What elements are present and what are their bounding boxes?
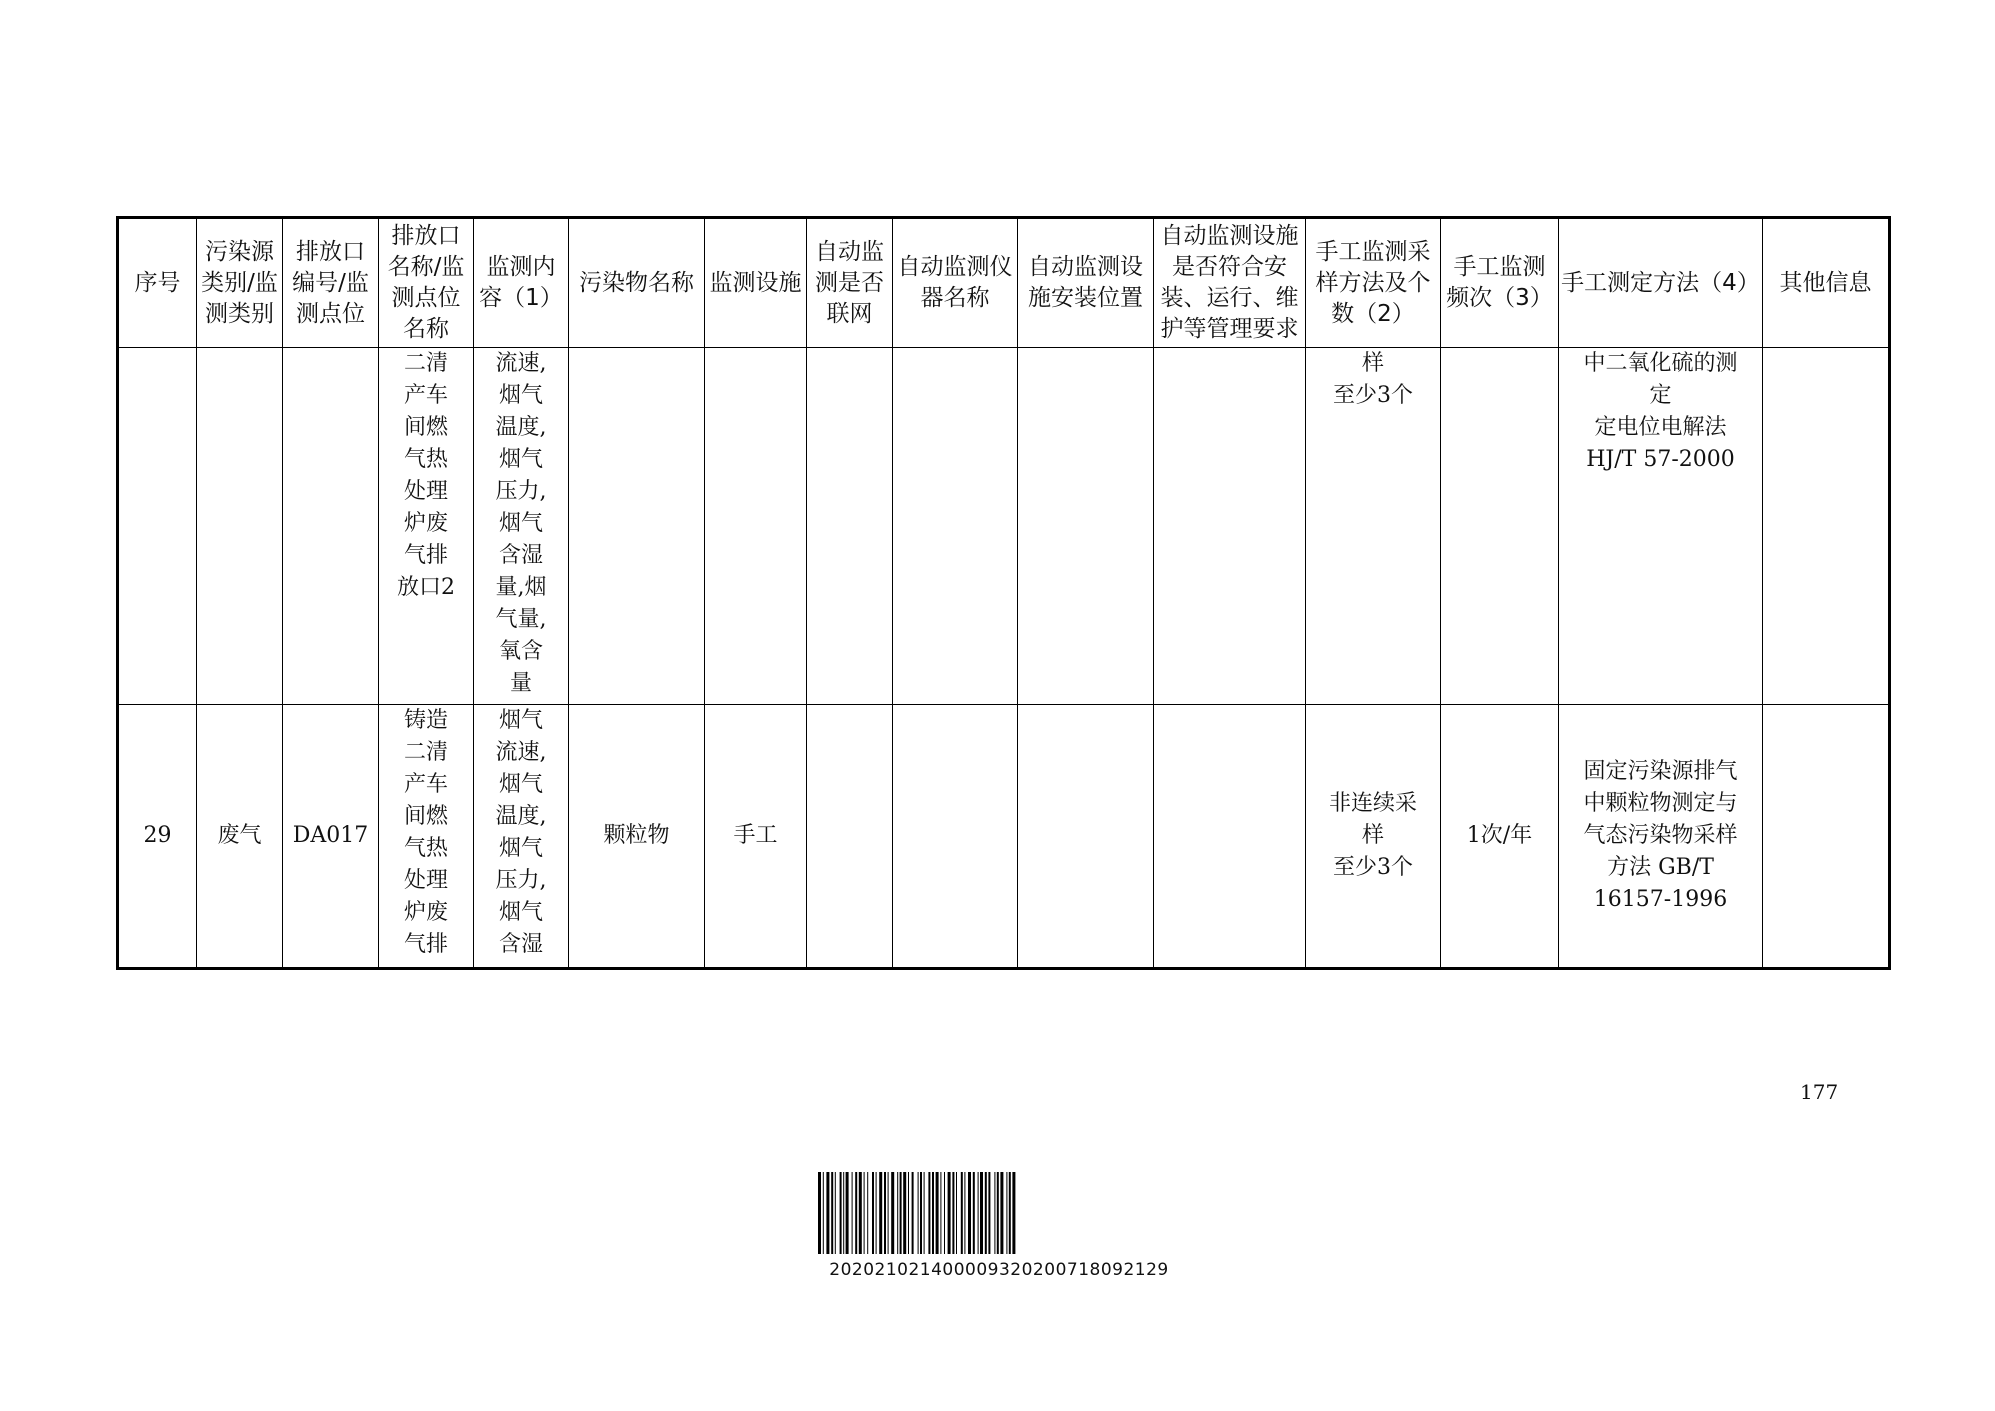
table-cell: 手工 (705, 705, 807, 969)
header-cell: 自动监测仪器名称 (893, 218, 1018, 348)
header-cell: 手工测定方法（4） (1559, 218, 1763, 348)
table-cell: 二清 产车 间燃 气热 处理 炉废 气排 放口2 (379, 348, 474, 705)
table-cell (1018, 705, 1154, 969)
table-cell: 29 (118, 705, 197, 969)
table-row (118, 705, 1890, 969)
barcode-image (818, 1172, 1180, 1254)
header-cell: 其他信息 (1763, 218, 1890, 348)
table-cell: 固定污染源排气 中颗粒物测定与 气态污染物采样 方法 GB/T 16157-1996 (1559, 705, 1763, 969)
table-cell: 非连续采 样 至少3个 (1306, 705, 1441, 969)
table-cell: 中二氧化硫的测 定 定电位电解法 HJ/T 57-2000 (1559, 348, 1763, 705)
table-cell (1763, 348, 1890, 705)
table-cell (1154, 705, 1306, 969)
page-number: 177 (1800, 1080, 1839, 1104)
header-cell: 自动监测是否联网 (807, 218, 893, 348)
header-cell: 污染物名称 (569, 218, 705, 348)
table-cell (1763, 705, 1890, 969)
header-cell: 自动监测设施是否符合安装、运行、维护等管理要求 (1154, 218, 1306, 348)
table-cell (893, 705, 1018, 969)
table-cell: DA017 (283, 705, 379, 969)
table-cell (1154, 348, 1306, 705)
table-cell (705, 348, 807, 705)
table-cell (1441, 348, 1559, 705)
header-cell: 自动监测设施安装位置 (1018, 218, 1154, 348)
table-cell: 1次/年 (1441, 705, 1559, 969)
table-cell (1018, 348, 1154, 705)
table-cell: 铸造 二清 产车 间燃 气热 处理 炉废 气排 (379, 705, 474, 969)
table-cell (893, 348, 1018, 705)
table-cell: 流速, 烟气 温度, 烟气 压力, 烟气 含湿 量,烟 气量, 氧含 量 (474, 348, 569, 705)
barcode-number: 20202102140000932020071809212​9 (829, 1260, 1169, 1280)
table-cell: 样 至少3个 (1306, 348, 1441, 705)
header-cell: 排放口编号/监测点位 (283, 218, 379, 348)
table-cell (283, 348, 379, 705)
table-cell (807, 348, 893, 705)
table-cell (569, 348, 705, 705)
table-cell: 废气 (197, 705, 283, 969)
header-cell: 排放口名称/监测点位名称 (379, 218, 474, 348)
table-cell (118, 348, 197, 705)
header-cell: 监测内容（1） (474, 218, 569, 348)
header-cell: 监测设施 (705, 218, 807, 348)
table-cell (197, 348, 283, 705)
header-cell: 序号 (118, 218, 197, 348)
header-row (118, 218, 1890, 348)
table-row (118, 348, 1890, 705)
header-cell: 污染源类别/监测类别 (197, 218, 283, 348)
header-cell: 手工监测采样方法及个数（2） (1306, 218, 1441, 348)
table-cell (807, 705, 893, 969)
monitoring-table (116, 216, 1891, 970)
header-cell: 手工监测频次（3） (1441, 218, 1559, 348)
table-cell: 颗粒物 (569, 705, 705, 969)
table-cell: 烟气 流速, 烟气 温度, 烟气 压力, 烟气 含湿 (474, 705, 569, 969)
